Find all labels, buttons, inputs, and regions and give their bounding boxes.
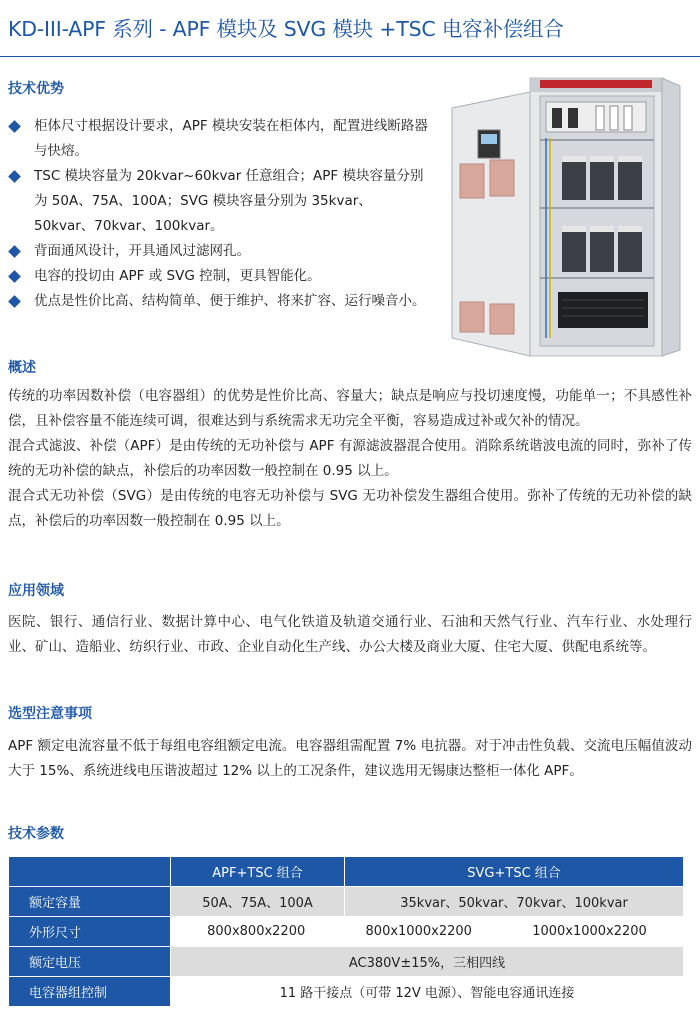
application-heading: 应用领域 bbox=[8, 583, 64, 599]
overview-paragraph: 混合式滤波、补偿（APF）是由传统的无功补偿与 APF 有源滤波器混合使用。消除系统谐波电流的同时，弥补了传统的无功补偿的缺点，补偿后的功率因数一般控制在 0.95 以上。 bbox=[8, 438, 692, 479]
advantages-heading: 技术优势 bbox=[8, 81, 64, 97]
table-header-apf: APF+TSC 组合 bbox=[171, 857, 345, 887]
table-row bbox=[9, 917, 684, 947]
list-item: TSC 模块容量为 20kvar~60kvar 任意组合；APF 模块容量分别为 50A、75A、100A；SVG 模块容量分别为 35kvar、50kvar、70kvar、100kvar。 bbox=[8, 164, 428, 239]
advantages-list bbox=[8, 114, 428, 314]
cell-voltage: AC380V±15%，三相四线 bbox=[171, 947, 684, 977]
overview-paragraph: 传统的功率因数补偿（电容器组）的优势是性价比高、容量大；缺点是响应与投切速度慢，功能单一；不具感性补偿，且补偿容量不能连续可调，很难达到与系统需求无功完全平衡，容易造成过补或欠补的情况。 bbox=[8, 388, 692, 429]
table-row bbox=[9, 947, 684, 977]
row-label: 额定电压 bbox=[9, 947, 171, 977]
diamond-bullet-icon bbox=[8, 120, 21, 133]
list-item: 优点是性价比高、结构简单、便于维护、将来扩容、运行噪音小。 bbox=[8, 289, 428, 314]
cell-dimensions bbox=[171, 917, 684, 947]
table-row bbox=[9, 887, 684, 917]
cabinet-image bbox=[450, 68, 690, 358]
list-item: 柜体尺寸根据设计要求，APF 模块安装在柜体内，配置进线断路器与快熔。 bbox=[8, 114, 428, 164]
diamond-bullet-icon bbox=[8, 270, 21, 283]
diamond-bullet-icon bbox=[8, 170, 21, 183]
dimension-value: 800x800x2200 bbox=[207, 924, 306, 939]
specs-table bbox=[8, 856, 684, 1007]
title-divider bbox=[0, 56, 700, 57]
application-text: 医院、银行、通信行业、数据计算中心、电气化铁道及轨道交通行业、石油和天然气行业、汽车行业、水处理行业、矿山、造船业、纺织行业、市政、企业自动化生产线、办公大楼及商业大厦、住宅大厦、供配电系统等。 bbox=[8, 614, 692, 655]
diamond-bullet-icon bbox=[8, 245, 21, 258]
selection-text: APF 额定电流容量不低于每组电容组额定电流。电容器组需配置 7% 电抗器。对于冲击性负载、交流电压幅值波动大于 15%、系统进线电压谐波超过 12% 以上的工况条件，建议选用无锡康达整柜一体化 APF。 bbox=[8, 738, 692, 779]
cell-capacity-svg: 35kvar、50kvar、70kvar、100kvar bbox=[345, 887, 684, 917]
table-row bbox=[9, 977, 684, 1007]
page-title: KD-III-APF 系列 - APF 模块及 SVG 模块 +TSC 电容补偿组合 bbox=[8, 17, 564, 41]
overview-heading: 概述 bbox=[8, 360, 36, 376]
list-item: 电容的投切由 APF 或 SVG 控制，更具智能化。 bbox=[8, 264, 428, 289]
selection-heading: 选型注意事项 bbox=[8, 706, 92, 722]
row-label: 电容器组控制 bbox=[9, 977, 171, 1007]
table-header-svg: SVG+TSC 组合 bbox=[345, 857, 684, 887]
overview-text bbox=[8, 384, 692, 534]
diamond-bullet-icon bbox=[8, 295, 21, 308]
table-header-empty bbox=[9, 857, 171, 887]
dimension-value: 800x1000x2200 bbox=[365, 924, 472, 939]
list-item: 背面通风设计，开具通风过滤网孔。 bbox=[8, 239, 428, 264]
cell-control: 11 路干接点（可带 12V 电源）、智能电容通讯连接 bbox=[171, 977, 684, 1007]
overview-paragraph: 混合式无功补偿（SVG）是由传统的电容无功补偿与 SVG 无功补偿发生器组合使用。弥补了传统的无功补偿的缺点，补偿后的功率因数一般控制在 0.95 以上。 bbox=[8, 488, 692, 529]
table-header-row bbox=[9, 857, 684, 887]
row-label: 外形尺寸 bbox=[9, 917, 171, 947]
dimension-value: 1000x1000x2200 bbox=[532, 924, 647, 939]
row-label: 额定容量 bbox=[9, 887, 171, 917]
specs-heading: 技术参数 bbox=[8, 826, 64, 842]
cell-capacity-apf: 50A、75A、100A bbox=[171, 887, 345, 917]
